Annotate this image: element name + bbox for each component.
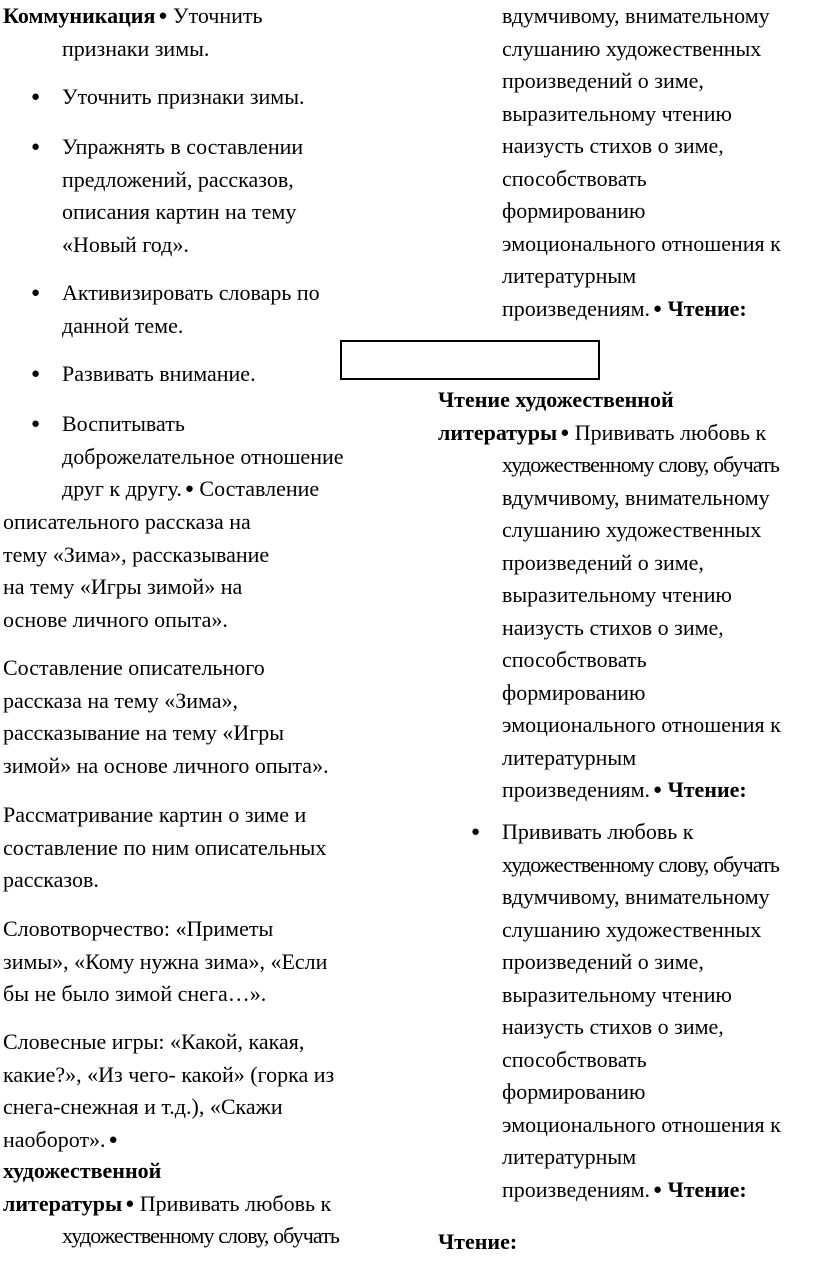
bullet-icon: ● [125, 1195, 135, 1212]
paragraph-line: Прививать любовь к [574, 419, 767, 445]
section-heading: литературы [438, 419, 558, 445]
paragraph [3, 913, 403, 1011]
bullet-icon: ● [31, 366, 41, 382]
bullet-icon: ● [471, 824, 481, 840]
list-item-text: Воспитывать [62, 411, 185, 436]
list-item-text: друг к другу. [62, 476, 182, 501]
bullet-icon: ● [31, 285, 41, 301]
communication-block [3, 0, 403, 65]
list-item-text: литературным [502, 1144, 637, 1169]
paragraph [3, 652, 403, 782]
list-item-text: вдумчивому, внимательному [502, 884, 770, 909]
bullet-icon: ● [653, 1181, 663, 1198]
list-item-text: слушанию художественных [502, 916, 762, 942]
list-item [3, 131, 422, 261]
bullet-icon: ● [31, 139, 41, 155]
paragraph-line: способствовать [502, 165, 647, 191]
paragraph-line: наизусть стихов о зиме, [502, 614, 724, 640]
paragraph [3, 1026, 403, 1156]
paragraph-line: основе личного опыта». [3, 606, 228, 632]
empty-frame [340, 340, 600, 380]
list-item-text: наизусть стихов о зиме, [502, 1014, 724, 1039]
bullet-icon: ● [108, 1131, 118, 1148]
list-item-text: произведениям. [502, 1176, 651, 1202]
paragraph-line: слушанию художественных [502, 517, 762, 542]
paragraph-line: снега-снежная и т.д.), «Скажи [3, 1094, 283, 1119]
paragraph-line: наоборот». [3, 1126, 106, 1152]
list-item [3, 81, 422, 114]
list-item-text: данной теме. [62, 312, 184, 338]
paragraph-line: рассказывание на тему «Игры [3, 720, 285, 745]
reading-label: Чтение: [667, 777, 747, 802]
paragraph-line: эмоционального отношения к [502, 230, 781, 256]
paragraph-line: формированию [502, 198, 646, 223]
literature-heading: литературы [3, 1190, 123, 1216]
paragraph-line: произведениям. [502, 295, 651, 321]
paragraph-line: эмоционального отношения к [502, 712, 781, 737]
paragraph-line: произведений о зиме, [502, 68, 704, 93]
list-item-text: описания картин на тему [62, 199, 297, 224]
paragraph-line: литературным [502, 744, 637, 770]
paragraph-line: художественному слову, обучать [502, 452, 780, 477]
list-item-text: «Новый год». [62, 231, 189, 257]
list-item-text: формированию [502, 1079, 646, 1104]
paragraph-line: описательного рассказа на [3, 509, 251, 534]
paragraph-line: вдумчивому, внимательному [502, 484, 770, 510]
paragraph-line: формированию [502, 679, 646, 705]
bullet-icon: ● [31, 89, 41, 105]
paragraph-line: Рассматривание картин о зиме и [3, 802, 307, 827]
section-heading: Чтение художественной [438, 387, 674, 412]
list-item [443, 816, 816, 1206]
list-item [3, 408, 462, 506]
bullet-icon: ● [184, 481, 194, 497]
list-item-text: предложений, рассказов, [62, 166, 294, 192]
list-item-text: способствовать [502, 1046, 647, 1072]
literature-heading: художественной [3, 1158, 162, 1183]
paragraph-line: Составление описательного [3, 655, 265, 680]
paragraph-line: Словесные игры: «Какой, какая, [3, 1029, 305, 1054]
bullet-icon: ● [653, 782, 663, 798]
paragraph-line: на тему «Игры зимой» на [3, 574, 243, 599]
paragraph-line: художественному слову, обучать [62, 1223, 340, 1248]
paragraph [3, 799, 403, 897]
paragraph-line: бы не было зимой снега…». [3, 981, 267, 1006]
list-item-text: доброжелательное отношение [62, 443, 344, 469]
reading-label: Чтение: [667, 295, 747, 321]
paragraph-line: произведениям. [502, 777, 651, 802]
communication-heading: Коммуникация [3, 3, 156, 28]
paragraph-line: способствовать [502, 647, 647, 672]
paragraph-line: тему «Зима», рассказывание [3, 541, 270, 567]
paragraph-line: наизусть стихов о зиме, [502, 133, 724, 158]
paragraph-line: рассказов. [3, 867, 99, 892]
reading-label: Чтение: [667, 1176, 747, 1202]
bullet-icon: ● [653, 300, 663, 317]
paragraph-line: зимой» на основе личного опыта». [3, 752, 329, 778]
list-item [3, 358, 362, 391]
bullet-icon: ● [158, 8, 168, 24]
paragraph [502, 0, 816, 325]
list-item-text: Прививать любовь к [502, 819, 694, 844]
literature-section [438, 384, 816, 807]
bullet-icon: ● [31, 416, 41, 432]
list-item-text: художественному слову, обучать [502, 851, 780, 877]
list-item-text: Составление [199, 476, 320, 501]
comm-line1: Уточнить [172, 3, 263, 28]
paragraph-line: зимы», «Кому нужна зима», «Если [3, 948, 328, 974]
paragraph-line: выразительному чтению [502, 582, 732, 607]
paragraph-line: составление по ним описательных [3, 834, 327, 860]
list-item [3, 277, 422, 342]
paragraph-line: произведений о зиме, [502, 549, 704, 575]
paragraph-line: вдумчивому, внимательному [502, 3, 770, 28]
list-item-text: эмоционального отношения к [502, 1111, 781, 1137]
list-item-text: выразительному чтению [502, 981, 732, 1007]
bullet-icon: ● [560, 424, 570, 441]
comm-line2: признаки зимы. [62, 35, 210, 61]
list-item-text: Развивать внимание. [62, 361, 256, 386]
list-item-text: Упражнять в составлении [62, 134, 304, 159]
list-item-text: произведений о зиме, [502, 949, 704, 974]
final-reading-label: Чтение: [438, 1229, 518, 1254]
paragraph-line: литературным [502, 263, 637, 288]
paragraph-line: какие?», «Из чего- какой» (горка из [3, 1061, 335, 1087]
literature-block [3, 1155, 403, 1253]
list-item-text: Активизировать словарь по [62, 280, 320, 305]
list-item-text: Уточнить признаки зимы. [62, 84, 305, 109]
paragraph-line: рассказа на тему «Зима», [3, 687, 239, 713]
paragraph-line: Словотворчество: «Приметы [3, 916, 274, 941]
paragraph-line: слушанию художественных [502, 35, 762, 61]
paragraph-line: выразительному чтению [502, 100, 732, 126]
paragraph-line: Прививать любовь к [139, 1190, 332, 1216]
paragraph [3, 506, 403, 636]
